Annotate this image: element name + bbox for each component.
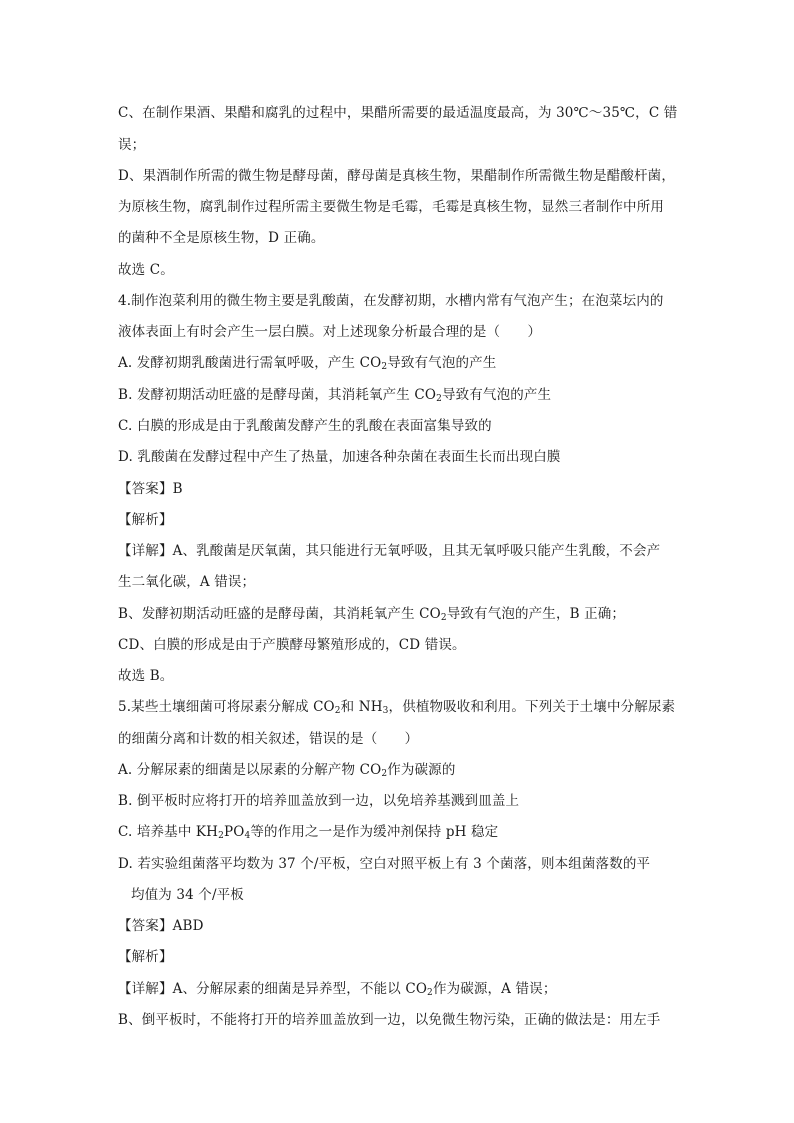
subscript: 2 xyxy=(334,706,341,716)
q4-analysis-label xyxy=(118,511,173,529)
q3-option-c-explanation-line2: 误； xyxy=(118,137,146,153)
subscript: 2 xyxy=(427,988,433,998)
q5-option-a xyxy=(118,761,455,779)
q4-detail-b-text-tail: 导致有气泡的产生，B 正确； xyxy=(446,606,626,622)
q4-detail-cd: CD、白膜的形成是由于产膜酵母繁殖形成的，CD 错误。 xyxy=(118,637,466,653)
q4-detail-b xyxy=(118,605,625,623)
q4-stem-line2: 液体表面上有时会产生一层白膜。对上述现象分析最合理的是（ ） xyxy=(118,324,542,340)
subscript: 3 xyxy=(382,706,389,716)
q5-option-d-line1: D. 若实验组菌落平均数为 37 个/平板，空白对照平板上有 3 个菌落，则本组菌落数的平 xyxy=(118,856,651,872)
q4-conclusion: 故选 B。 xyxy=(118,668,174,684)
q4-option-a-text-tail: 导致有气泡的产生 xyxy=(387,355,497,371)
q3-option-c-explanation-line1: C、在制作果酒、果醋和腐乳的过程中，果醋所需要的最适温度最高，为 30℃～35℃，C 错 xyxy=(118,105,678,121)
subscript: 2 xyxy=(218,831,224,841)
q3-option-d-explanation-line2: 为原核生物，腐乳制作过程所需主要微生物是毛霉，毛霉是真核生物，显然三者制作中所用 xyxy=(118,199,664,215)
answer-value: ABD xyxy=(172,918,204,934)
detail-label: 【详解】 xyxy=(118,543,173,559)
q4-option-b-text-tail: 导致有气泡的产生 xyxy=(441,387,552,403)
q5-stem-line1 xyxy=(118,698,675,716)
q5-stem-line2: 的细菌分离和计数的相关叙述，错误的是（ ） xyxy=(118,731,419,747)
subscript: 2 xyxy=(381,769,388,779)
q5-detail-a xyxy=(118,980,556,998)
answer-label: 【答案】 xyxy=(118,918,173,934)
q5-option-c xyxy=(118,823,498,841)
q5-option-c-formula: PO xyxy=(223,824,245,840)
q5-option-c-text: C. 培养基中 KH xyxy=(118,824,219,840)
analysis-label: 【解析】 xyxy=(118,512,173,528)
answer-value: B xyxy=(172,481,183,497)
q5-stem-text-b: 和 NH xyxy=(340,699,383,715)
q5-option-b: B. 倒平板时应将打开的培养皿盖放到一边，以免培养基溅到皿盖上 xyxy=(118,793,520,809)
q4-answer xyxy=(118,480,183,498)
q4-option-a-text: A. 发酵初期乳酸菌进行需氧呼吸，产生 CO xyxy=(118,355,382,371)
subscript: 2 xyxy=(436,394,442,404)
q4-option-b xyxy=(118,386,551,404)
q4-option-a xyxy=(118,354,496,372)
q5-answer xyxy=(118,917,204,935)
q5-option-c-text-tail: 等的作用之一是作为缓冲剂保持 pH 稳定 xyxy=(250,824,499,840)
q5-stem-text-a: 5.某些土壤细菌可将尿素分解成 CO xyxy=(118,699,335,715)
q4-stem-line1: 4.制作泡菜利用的微生物主要是乳酸菌，在发酵初期，水槽内常有气泡产生；在泡菜坛内的 xyxy=(118,293,664,309)
q4-detail-a-line1 xyxy=(118,542,660,560)
q3-conclusion: 故选 C。 xyxy=(118,262,174,278)
q3-option-d-explanation-line3: 的菌种不全是原核生物，D 正确。 xyxy=(118,230,325,246)
subscript: 2 xyxy=(381,362,388,372)
q5-stem-text-c: ，供植物吸收和利用。下列关于土壤中分解尿素 xyxy=(388,699,676,715)
analysis-label: 【解析】 xyxy=(118,949,173,965)
q4-option-b-text: B. 发酵初期活动旺盛的是酵母菌，其消耗氧产生 CO xyxy=(118,387,437,403)
q4-detail-a-line2: 生二氧化碳，A 错误； xyxy=(118,574,256,590)
q5-option-d-line2: 均值为 34 个/平板 xyxy=(131,887,244,903)
subscript: 2 xyxy=(440,613,447,623)
q5-detail-a-text: A、分解尿素的细菌是异养型，不能以 CO xyxy=(172,981,428,997)
q4-option-c: C. 白膜的形成是由于乳酸菌发酵产生的乳酸在表面富集导致的 xyxy=(118,418,492,434)
subscript: 4 xyxy=(244,831,251,841)
q5-detail-b-line1: B、倒平板时，不能将打开的培养皿盖放到一边，以免微生物污染，正确的做法是：用左手 xyxy=(118,1012,661,1028)
q4-detail-b-text: B、发酵初期活动旺盛的是酵母菌，其消耗氧产生 CO xyxy=(118,606,441,622)
q5-option-a-text: A. 分解尿素的细菌是以尿素的分解产物 CO xyxy=(118,762,382,778)
q5-option-a-text-tail: 作为碳源的 xyxy=(387,762,456,778)
q5-analysis-label xyxy=(118,948,173,966)
q4-option-d: D. 乳酸菌在发酵过程中产生了热量，加速各种杂菌在表面生长而出现白膜 xyxy=(118,449,561,465)
q5-detail-a-text-tail: 作为碳源，A 错误； xyxy=(432,981,557,997)
q4-detail-a-text: A、乳酸菌是厌氧菌，其只能进行无氧呼吸，且其无氧呼吸只能产生乳酸，不会产 xyxy=(172,543,661,559)
q3-option-d-explanation-line1: D、果酒制作所需的微生物是酵母菌，酵母菌是真核生物，果醋制作所需微生物是醋酸杆菌， xyxy=(118,168,675,184)
answer-label: 【答案】 xyxy=(118,481,173,497)
detail-label: 【详解】 xyxy=(118,981,173,997)
